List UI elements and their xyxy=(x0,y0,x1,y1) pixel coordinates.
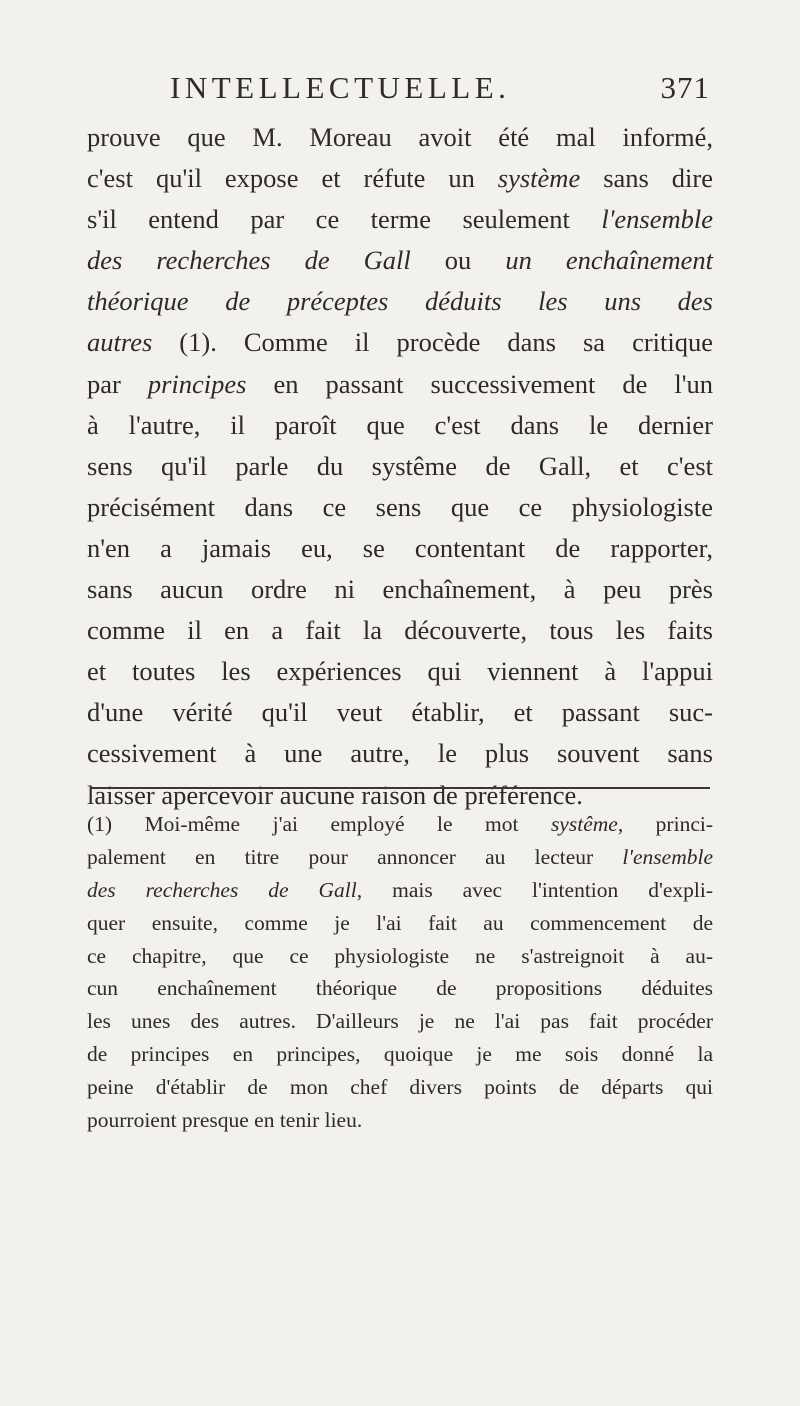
italic-text: l'ensemble xyxy=(622,844,713,869)
italic-text: autres xyxy=(87,327,153,358)
footnote-line xyxy=(87,972,713,1005)
italic-text: des recherches de Gall xyxy=(87,877,357,902)
text-run: de principes en principes, quoique je me sois donné la xyxy=(87,1042,713,1067)
body-line xyxy=(87,117,713,158)
italic-text: l'ensemble xyxy=(601,204,713,235)
text-run: cessivement à une autre, le plus souvent sans xyxy=(87,738,713,769)
text-run: comme il en a fait la découverte, tous les faits xyxy=(87,615,713,646)
body-line xyxy=(87,528,713,569)
footnote-line xyxy=(87,874,713,907)
footnote-line xyxy=(87,1038,713,1071)
body-line xyxy=(87,322,713,363)
footnote-separator xyxy=(90,787,710,789)
footnote-line xyxy=(87,907,713,940)
italic-text: principes xyxy=(147,368,247,399)
text-run: , mais avec l'intention d'expli- xyxy=(356,877,713,902)
footnote-line xyxy=(87,808,713,841)
text-run: sens qu'il parle du systême de Gall, et c'est xyxy=(87,450,713,481)
italic-text: des recherches de Gall xyxy=(87,245,411,276)
text-run: s'il entend par ce terme seulement xyxy=(87,204,602,235)
footnote-line xyxy=(87,841,713,874)
text-run: ou xyxy=(410,245,506,276)
text-run: ce chapitre, que ce physiologiste ne s'astreignoit à au- xyxy=(87,943,713,968)
body-line xyxy=(87,692,713,733)
page-number: 371 xyxy=(660,70,710,105)
body-line xyxy=(87,158,713,199)
text-run: d'une vérité qu'il veut établir, et passant suc- xyxy=(87,697,713,728)
body-text xyxy=(87,117,713,816)
footnote-line xyxy=(87,1071,713,1104)
text-run: à l'autre, il paroît que c'est dans le dernier xyxy=(87,409,713,440)
text-run: c'est qu'il expose et réfute un xyxy=(87,163,498,194)
text-run: cun enchaînement théorique de propositions déduites xyxy=(87,976,713,1001)
body-line xyxy=(87,487,713,528)
text-run: quer ensuite, comme je l'ai fait au commencement de xyxy=(87,910,713,935)
text-run: (1). Comme il procède dans sa critique xyxy=(152,327,713,358)
text-run: sans aucun ordre ni enchaînement, à peu près xyxy=(87,574,713,605)
footnote-line xyxy=(87,1005,713,1038)
footnote-line xyxy=(87,1104,713,1137)
body-line xyxy=(87,240,713,281)
text-run: sans dire xyxy=(580,163,713,194)
body-line xyxy=(87,199,713,240)
text-run: en passant successivement de l'un xyxy=(246,368,713,399)
text-run: par xyxy=(87,368,148,399)
running-head xyxy=(150,70,710,110)
text-run: pourroient presque en tenir lieu. xyxy=(87,1108,363,1133)
body-line xyxy=(87,364,713,405)
italic-text: systême xyxy=(550,812,618,836)
text-run: , princi- xyxy=(617,812,713,836)
italic-text: un enchaînement xyxy=(505,245,713,276)
text-run: peine d'établir de mon chef divers points de départs qui xyxy=(87,1075,713,1100)
text-run: précisément dans ce sens que ce physiologiste xyxy=(87,491,713,522)
body-line xyxy=(87,405,713,446)
italic-text: théorique de préceptes déduits les uns des xyxy=(87,286,713,317)
italic-text: système xyxy=(497,163,581,194)
text-run: laisser apercevoir aucune raison de préférence. xyxy=(87,779,583,810)
text-run: palement en titre pour annoncer au lecteur xyxy=(87,844,623,869)
footnote xyxy=(87,808,713,1137)
body-line xyxy=(87,569,713,610)
body-line xyxy=(87,610,713,651)
body-line xyxy=(87,446,713,487)
text-run: (1) Moi-même j'ai employé le mot xyxy=(87,812,551,836)
text-run: prouve que M. Moreau avoit été mal informé, xyxy=(87,122,713,152)
footnote-line xyxy=(87,940,713,973)
text-run: les unes des autres. D'ailleurs je ne l'ai pas fait procéder xyxy=(87,1009,713,1034)
text-run: et toutes les expériences qui viennent à l'appui xyxy=(87,656,713,687)
running-title: INTELLECTUELLE. xyxy=(170,70,511,105)
body-line xyxy=(87,733,713,774)
body-line xyxy=(87,281,713,322)
body-line xyxy=(87,651,713,692)
text-run: n'en a jamais eu, se contentant de rapporter, xyxy=(87,532,713,563)
